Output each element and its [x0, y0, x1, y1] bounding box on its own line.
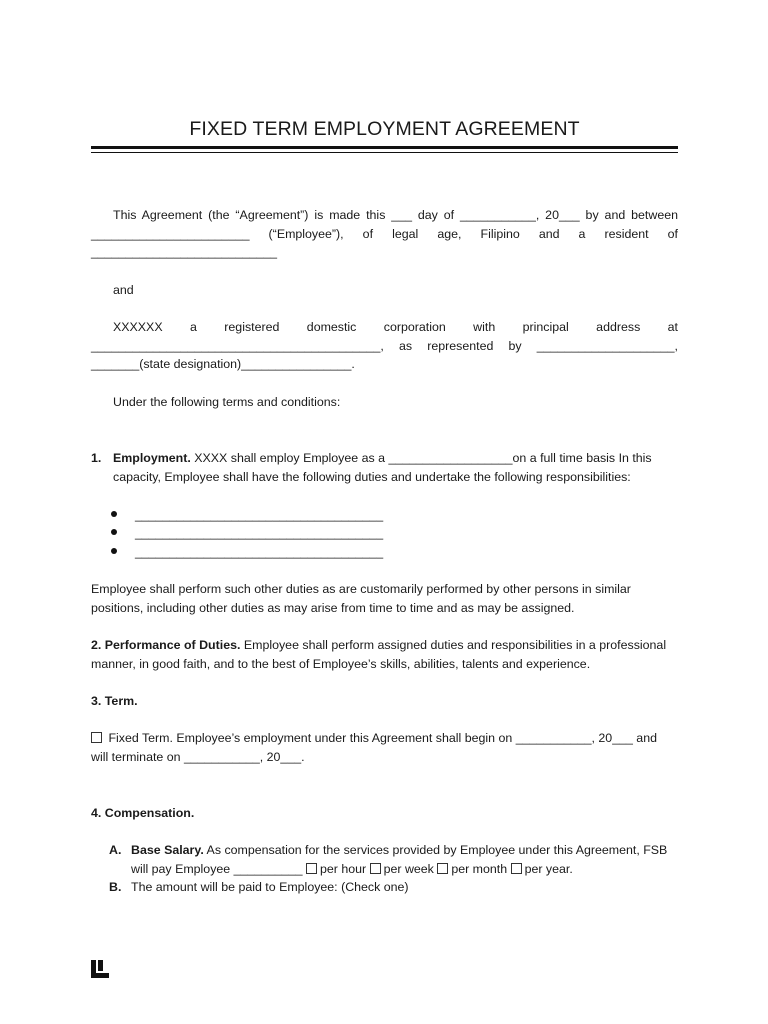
- intro-paragraph: [91, 206, 678, 262]
- terms-intro: Under the following terms and conditions:: [113, 395, 341, 409]
- base-salary-heading: Base Salary.: [131, 843, 204, 857]
- and-text: and: [113, 283, 134, 297]
- section-1-number: 1.: [91, 451, 102, 465]
- intro-line-1: This Agreement (the “Agreement”) is made this ___ day of ___________, 20___ by and between: [113, 208, 678, 222]
- item-a-label: A.: [109, 843, 122, 857]
- item-a-text-1: As compensation for the services provided by Employee under this Agreement, FSB: [203, 843, 668, 857]
- bullet-dot-icon: [111, 529, 117, 535]
- per-hour-label: per hour: [319, 861, 367, 876]
- section-1-after-2: positions, including other duties as may arise from time to time and as may be assigned.: [91, 600, 575, 615]
- section-2-text-2: manner, in good faith, and to the best of Employee’s skills, abilities, talents and experience.: [91, 656, 591, 671]
- bullet-dot-icon: [111, 511, 117, 517]
- corp-line-3: _______(state designation)________________.: [91, 357, 355, 372]
- duty-bullet-1: [111, 508, 383, 526]
- legal-templates-logo-icon: [91, 960, 109, 978]
- terms-intro-paragraph: [91, 393, 678, 412]
- section-performance: [91, 636, 678, 673]
- section-1-text-2: capacity, Employee shall have the following duties and undertake the following responsibilities:: [113, 469, 631, 484]
- document-title: FIXED TERM EMPLOYMENT AGREEMENT: [189, 118, 580, 140]
- section-3-text-2: will terminate on ___________, 20___.: [91, 749, 305, 764]
- per-hour-checkbox[interactable]: [306, 863, 317, 874]
- section-1-text-1: XXXX shall employ Employee as a __________________on a full time basis In this: [190, 451, 652, 465]
- corporation-paragraph: [91, 318, 678, 374]
- title-rule-thin: [91, 152, 678, 153]
- section-2-text-1: Employee shall perform assigned duties and responsibilities in a professional: [240, 638, 667, 652]
- intro-line-3: ___________________________: [91, 245, 278, 260]
- per-month-label: per month: [451, 861, 508, 876]
- section-4-heading: 4. Compensation.: [91, 806, 195, 820]
- item-b-text: The amount will be paid to Employee: (Check one): [131, 880, 409, 894]
- bullet-dot-icon: [111, 548, 117, 554]
- section-2-heading: 2. Performance of Duties.: [91, 638, 241, 652]
- per-year-label: per year.: [524, 861, 573, 876]
- section-1-after-paragraph: [91, 580, 678, 617]
- section-1-text: [113, 449, 678, 486]
- per-week-checkbox[interactable]: [370, 863, 381, 874]
- section-term-heading-block: [91, 692, 678, 711]
- duty-blank-2: ____________________________________: [135, 526, 384, 540]
- section-employment: [91, 449, 678, 489]
- intro-line-2: _______________________ (“Employee”), of legal age, Filipino and a resident of: [91, 226, 678, 241]
- corp-line-2: __________________________________________, as represented by ____________________,: [91, 338, 678, 353]
- duty-blank-3: ____________________________________: [135, 545, 384, 559]
- duty-bullet-3: [111, 545, 383, 563]
- section-compensation-heading-block: [91, 804, 678, 823]
- corp-line-1: XXXXXX a registered domestic corporation with principal address at: [113, 320, 678, 334]
- per-year-checkbox[interactable]: [511, 863, 522, 874]
- duty-bullet-2: [111, 526, 383, 544]
- duty-blank-1: ____________________________________: [135, 508, 384, 522]
- section-3-heading: 3. Term.: [91, 694, 138, 708]
- item-b-label: B.: [109, 880, 122, 894]
- section-1-heading: Employment.: [113, 451, 191, 465]
- section-1-after-1: Employee shall perform such other duties as are customarily performed by other persons in similar: [91, 582, 631, 596]
- section-3-text-1: Fixed Term. Employee’s employment under this Agreement shall begin on ___________, 20___ and: [108, 731, 657, 745]
- title-rule-thick: [91, 146, 678, 149]
- per-week-label: per week: [383, 861, 434, 876]
- per-month-checkbox[interactable]: [437, 863, 448, 874]
- item-a-text-2: will pay Employee __________: [131, 861, 303, 876]
- and-paragraph: [91, 281, 678, 300]
- section-term: [91, 729, 678, 766]
- document-page: [91, 0, 678, 1024]
- fixed-term-checkbox[interactable]: [91, 732, 102, 743]
